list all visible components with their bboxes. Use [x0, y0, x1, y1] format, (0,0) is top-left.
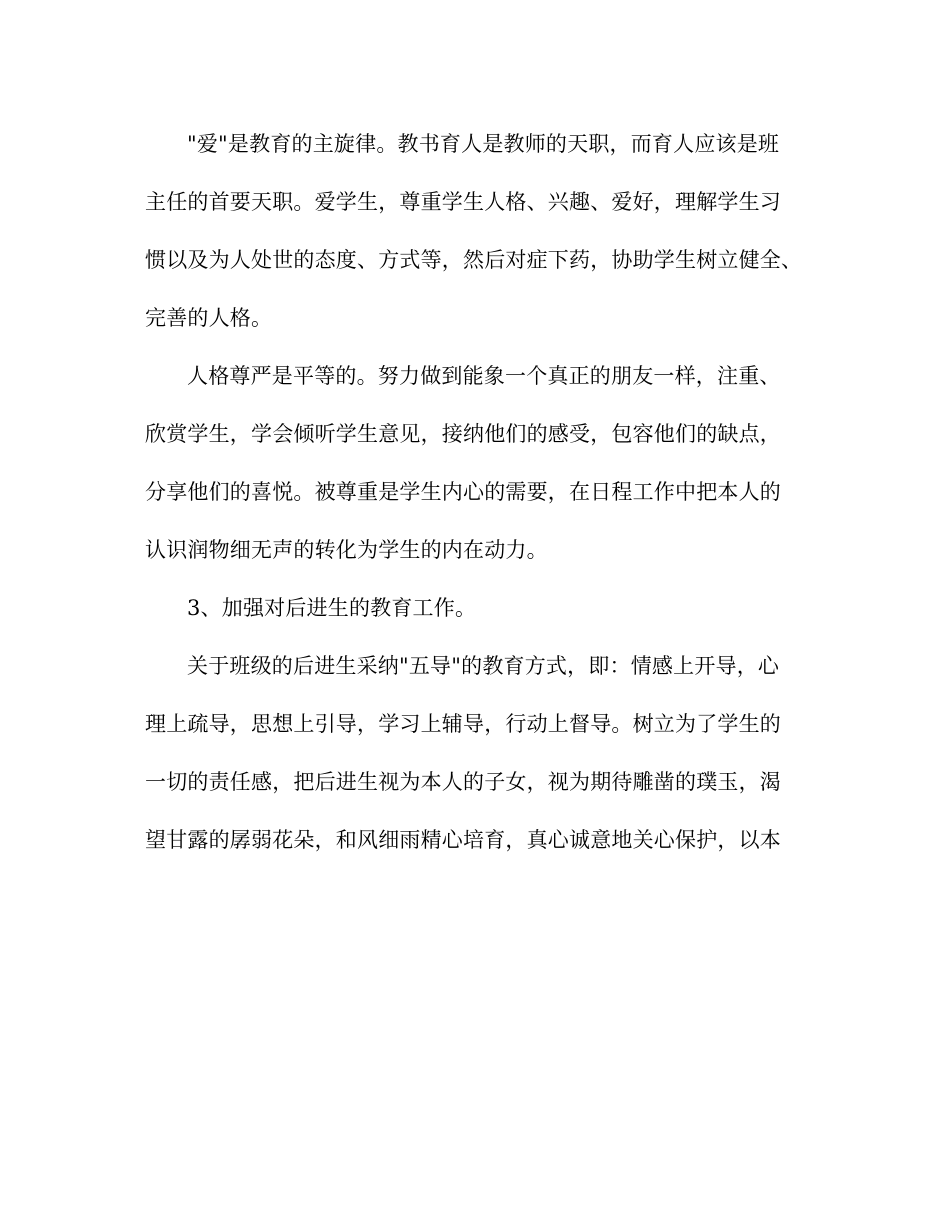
paragraph-line: 分享他们的喜悦。被尊重是学生内心的需要，在日程工作中把本人的 — [145, 480, 781, 504]
paragraph-line: 一切的责任感，把后进生视为本人的子女，视为期待雕凿的璞玉，渴 — [145, 770, 781, 794]
paragraph-line: 人格尊严是平等的。努力做到能象一个真正的朋友一样，注重、 — [187, 364, 781, 388]
paragraph-line: 关于班级的后进生采纳"五导"的教育方式，即：情感上开导，心 — [187, 654, 780, 678]
paragraph-line: 望甘露的孱弱花朵，和风细雨精心培育，真心诚意地关心保护，以本 — [145, 828, 781, 852]
section-heading: 3、加强对后进生的教育工作。 — [187, 596, 477, 620]
document-body — [145, 118, 807, 872]
paragraph-line: 完善的人格。 — [145, 306, 273, 330]
paragraph-line: 欣赏学生，学会倾听学生意见，接纳他们的感受，包容他们的缺点， — [145, 422, 781, 446]
paragraph-line: 认识润物细无声的转化为学生的内在动力。 — [145, 538, 548, 562]
paragraph-line: 主任的首要天职。爱学生，尊重学生人格、兴趣、爱好，理解学生习 — [145, 190, 781, 214]
paragraph-line: "爱"是教育的主旋律。教书育人是教师的天职，而育人应该是班 — [187, 132, 780, 156]
paragraph-line: 惯以及为人处世的态度、方式等，然后对症下药，协助学生树立健全、 — [145, 248, 803, 272]
paragraph-line: 理上疏导，思想上引导，学习上辅导，行动上督导。树立为了学生的 — [145, 712, 781, 736]
